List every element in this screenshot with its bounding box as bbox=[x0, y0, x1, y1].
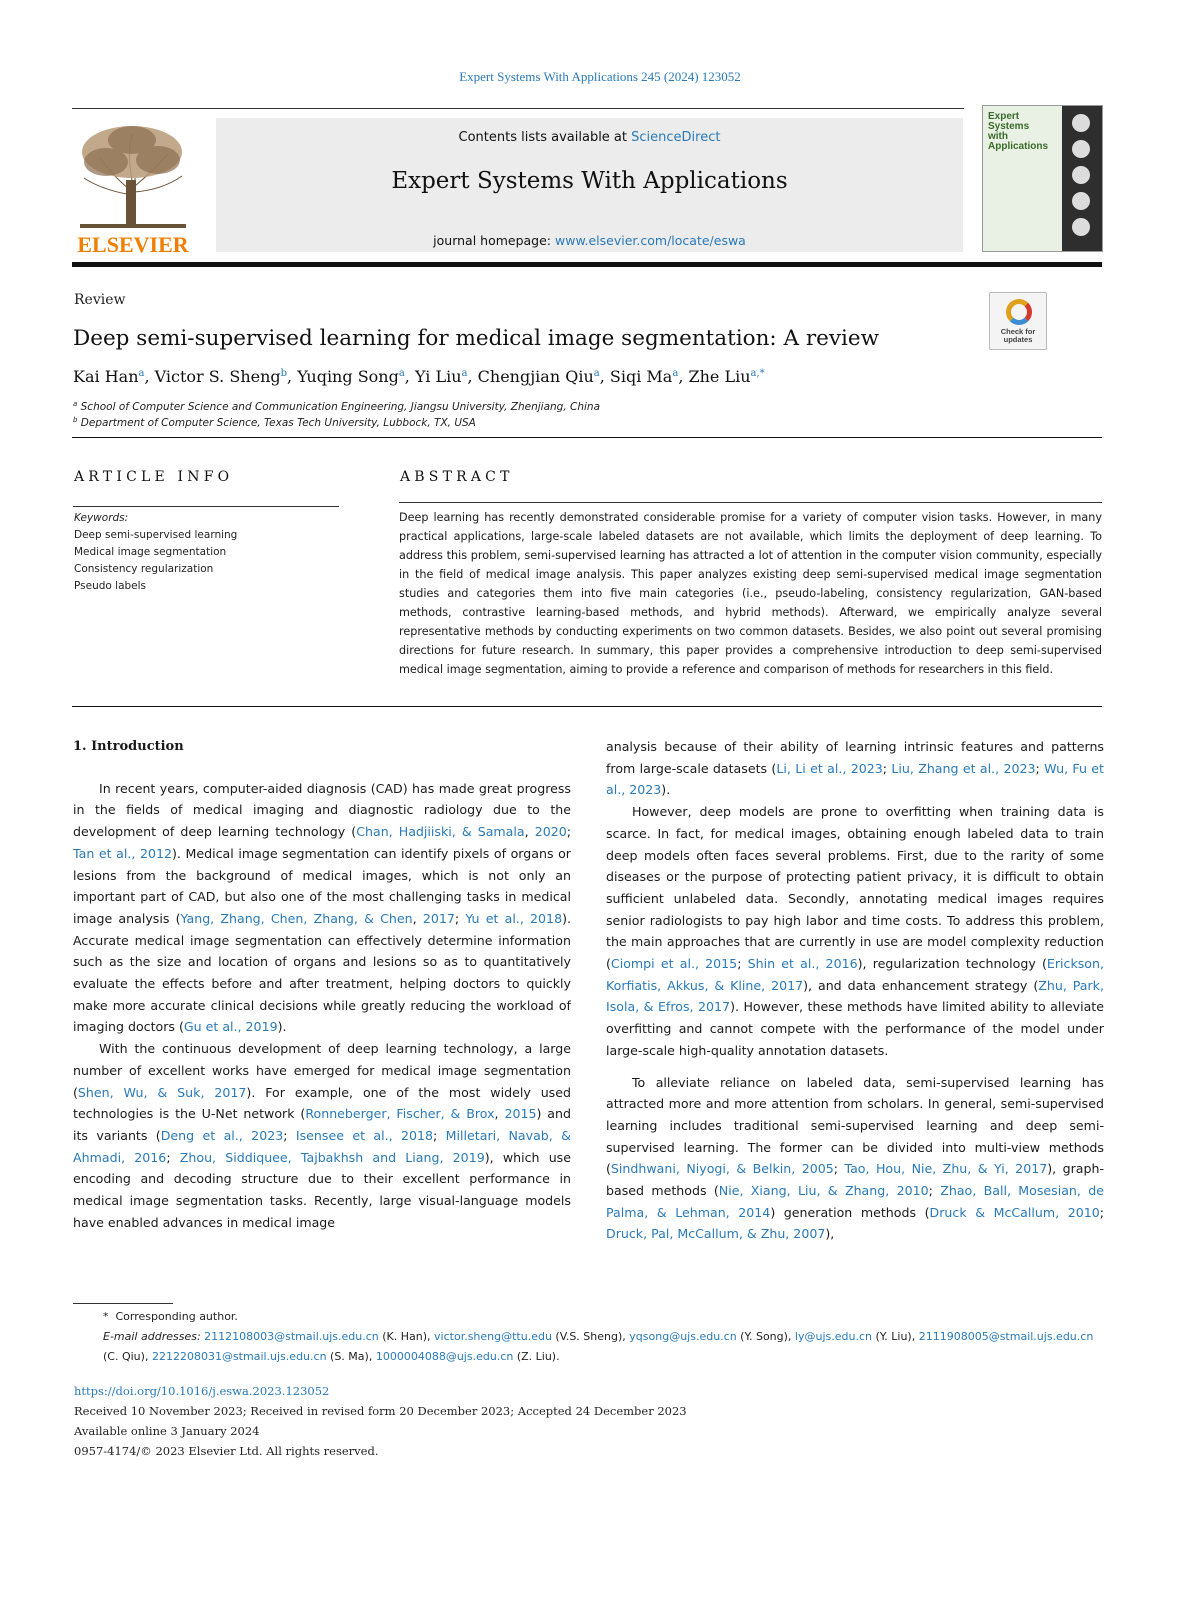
author-name[interactable]: Zhe Liu bbox=[688, 367, 751, 386]
body-text: ). Medical image segmentation can identify pixels of organs or lesions from the background of medical images, which is not only an important part of CAD, but also one of the most challenging tasks in medical image analysis ( bbox=[73, 845, 571, 926]
body-text: , bbox=[524, 824, 535, 840]
contents-prefix: Contents lists available at bbox=[458, 130, 632, 145]
cover-title-line: Expert bbox=[988, 111, 1020, 122]
citation-link[interactable]: Zhu, Park, Isola, & Efros, 2017 bbox=[606, 977, 1104, 1015]
author-affiliation-mark[interactable]: a bbox=[461, 368, 468, 379]
body-text: ; bbox=[833, 1161, 845, 1177]
journal-masthead bbox=[216, 118, 963, 252]
citation-link[interactable]: Yang, Zhang, Chen, Zhang, & Chen bbox=[180, 910, 413, 926]
author-name[interactable]: Kai Han bbox=[73, 367, 139, 386]
author-affiliation-mark[interactable]: a bbox=[138, 368, 145, 379]
citation-link[interactable]: Shin et al., 2016 bbox=[747, 956, 858, 972]
citation-link[interactable]: 2017 bbox=[422, 910, 455, 926]
email-owner: (V.S. Sheng), bbox=[551, 1330, 626, 1343]
affiliation-divider bbox=[72, 437, 1102, 438]
author-affiliation-mark[interactable]: a,* bbox=[750, 368, 765, 379]
cover-title bbox=[988, 112, 1058, 152]
crossmark-icon bbox=[1006, 299, 1032, 325]
body-text: In recent years, computer-aided diagnosis (CAD) has made great progress in the fields of medical imaging and diagnostic radiology due to the development of deep learning technology ( bbox=[73, 780, 571, 840]
citation-link[interactable]: Isensee et al., 2018 bbox=[295, 1127, 434, 1143]
body-text: ), and data enhancement strategy ( bbox=[803, 977, 1039, 993]
author-name[interactable]: Siqi Ma bbox=[609, 367, 673, 386]
header-top-rule bbox=[72, 108, 964, 109]
copyright-line: 0957-4174/© 2023 Elsevier Ltd. All rights reserved. bbox=[74, 1444, 379, 1458]
affiliation-text: School of Computer Science and Communication Engineering, Jiangsu University, Zhenjiang, China bbox=[80, 401, 601, 413]
available-online: Available online 3 January 2024 bbox=[74, 1424, 260, 1438]
author-name[interactable]: Chengjian Qiu bbox=[477, 367, 594, 386]
author-list: Kai Han$^a$, Victor S. Sheng$^b$, Yuqing Song$^a$, Yi Liu$^a$, Chengjian Qiu$^a$, Siqi Ma$^a$, Zhe Liu$^{a,*}$ bbox=[73, 367, 765, 386]
publication-info bbox=[74, 1381, 974, 1461]
body-text: With the continuous development of deep learning technology, a large number of excellent works have emerged for medical image segmentation ( bbox=[73, 1041, 571, 1100]
corresponding-author-text: Corresponding author. bbox=[115, 1310, 238, 1323]
body-paragraph bbox=[606, 736, 1104, 801]
elsevier-logo bbox=[72, 120, 194, 256]
body-text: ; bbox=[1099, 1204, 1104, 1220]
elsevier-wordmark: ELSEVIER bbox=[77, 232, 189, 256]
affiliation-b bbox=[73, 416, 476, 429]
citation-link[interactable]: Chan, Hadjiiski, & Samala bbox=[356, 824, 525, 840]
citation-link[interactable]: Li, Li et al., 2023 bbox=[776, 760, 883, 776]
body-text: ; bbox=[566, 824, 571, 840]
citation-link[interactable]: Erickson, Korfiatis, Akkus, & Kline, 2017 bbox=[606, 956, 1104, 993]
body-text: ; bbox=[737, 956, 748, 972]
email-link[interactable]: 2212208031@stmail.ujs.edu.cn bbox=[151, 1350, 327, 1363]
body-text: To alleviate reliance on labeled data, semi-supervised learning has attracted more and more attention from scholars. In general, semi-supervised learning includes traditional semi-supervised learning and deep semi-supervised learning. The former can be divided into multi-view methods ( bbox=[606, 1074, 1104, 1177]
email-addresses bbox=[73, 1327, 1103, 1367]
paper-title: Deep semi-supervised learning for medical image segmentation: A review bbox=[73, 326, 880, 351]
body-text: ; bbox=[454, 910, 466, 926]
cover-network-icon bbox=[1072, 140, 1090, 158]
body-text: ; bbox=[928, 1183, 941, 1199]
body-text: analysis because of their ability of learning intrinsic features and patterns from large-scale datasets ( bbox=[606, 739, 1104, 776]
email-link[interactable]: 2111908005@stmail.ujs.edu.cn bbox=[918, 1330, 1094, 1343]
body-text: ; bbox=[1035, 760, 1045, 776]
email-owner: (C. Qiu), bbox=[103, 1350, 149, 1363]
email-owner: (S. Ma), bbox=[326, 1350, 373, 1363]
body-text: , bbox=[412, 910, 423, 926]
email-link[interactable]: 2112108003@stmail.ujs.edu.cn bbox=[204, 1330, 379, 1343]
crossmark-label-line: Check for bbox=[1000, 327, 1036, 336]
body-text: However, deep models are prone to overfitting when training data is scarce. In fact, for medical images, obtaining enough labeled data to train deep models often faces several problems. First, due to the rarity of some diseases or the purpose of protecting patient privacy, it is difficult to obtain sufficient unlabeled data. Secondly, annotating medical images requires senior radiologists to pay high labor and time costs. To address this problem, the main approaches that are currently in use are model complexity reduction ( bbox=[606, 804, 1104, 972]
cover-title-line: Applications bbox=[988, 141, 1049, 152]
footnotes bbox=[73, 1307, 1103, 1367]
citation-link[interactable]: Nie, Xiang, Liu, & Zhang, 2010 bbox=[718, 1183, 929, 1199]
body-text: ), regularization technology ( bbox=[857, 956, 1047, 972]
received-dates: Received 10 November 2023; Received in revised form 20 December 2023; Accepted 24 December 2023 bbox=[74, 1404, 687, 1418]
check-for-updates-button[interactable] bbox=[989, 292, 1047, 350]
homepage-prefix: journal homepage: bbox=[433, 233, 555, 248]
citation-link[interactable]: Wu, Fu et al., 2023 bbox=[606, 760, 1104, 798]
cover-title-line: Systems bbox=[988, 121, 1030, 132]
asterisk-mark: * bbox=[103, 1310, 116, 1323]
journal-homepage-link[interactable]: www.elsevier.com/locate/eswa bbox=[555, 233, 746, 248]
abstract-text: Deep learning has recently demonstrated considerable promise for a variety of computer vision tasks. However, in many practical applications, large-scale labeled datasets are not available, which limits the deployment of deep learning. To address this problem, semi-supervised learning has attracted a lot of attention in the computer vision community, especially in the field of medical image analysis. This paper analyzes existing deep semi-supervised medical image segmentation studies and categories them into five main categories (i.e., pseudo-labeling, consistency regularization, GAN-based methods, contrastive learning-based methods, and hybrid methods). Afterward, we empirically analyze several representative methods by conducting experiments on two common datasets. Besides, we also point out several promising directions for future research. In summary, this paper provides a comprehensive introduction to deep semi-supervised medical image segmentation, aiming to provide a reference and comparison of methods for researchers in this field. bbox=[399, 511, 1102, 676]
body-text: ; bbox=[166, 1149, 180, 1165]
email-link[interactable]: 1000004088@ujs.edu.cn bbox=[375, 1350, 514, 1363]
elsevier-tree-icon bbox=[72, 120, 194, 256]
citation-link[interactable]: Ciompi et al., 2015 bbox=[610, 956, 738, 972]
journal-citation-line[interactable]: Expert Systems With Applications 245 (2024) 123052 bbox=[459, 69, 741, 84]
body-paragraph bbox=[606, 1072, 1104, 1246]
keyword-item: Pseudo labels bbox=[74, 580, 147, 592]
corresponding-author-note bbox=[73, 1307, 1103, 1327]
citation-link[interactable]: Milletari, Navab, & Ahmadi, 2016 bbox=[73, 1127, 571, 1165]
body-text: ; bbox=[283, 1127, 296, 1143]
author-affiliation-mark[interactable]: b bbox=[280, 368, 288, 379]
cover-title-line: with bbox=[988, 131, 1008, 142]
body-column-right bbox=[606, 736, 1104, 1266]
body-text: ), bbox=[825, 1226, 835, 1242]
citation-link[interactable]: Tan et al., 2012 bbox=[73, 845, 173, 861]
keywords-label: Keywords: bbox=[74, 512, 129, 524]
cover-gear-icon bbox=[1072, 114, 1090, 132]
body-text: ). bbox=[277, 1019, 287, 1035]
body-text: ), which use encoding and decoding structure due to their excellent performance in medical image segmentation tasks. Recently, large visual-language models have enabled advances in medical image bbox=[73, 1149, 571, 1230]
email-owner: (Y. Liu), bbox=[871, 1330, 916, 1343]
body-text: ). Accurate medical image segmentation can effectively determine information such as the size and location of organs and lesions so as to quantitatively evaluate the effects before and after treatment, helping doctors to quickly make more accurate clinical decisions while greatly reducing the workload of imaging doctors ( bbox=[73, 910, 571, 1035]
author-affiliation-mark[interactable]: a bbox=[672, 368, 679, 379]
citation-link[interactable]: Deng et al., 2023 bbox=[160, 1127, 284, 1143]
citation-link[interactable]: 2020 bbox=[534, 824, 567, 840]
email-owner: (Z. Liu). bbox=[513, 1350, 560, 1363]
affiliation-mark: b bbox=[73, 416, 78, 424]
author-name[interactable]: Victor S. Sheng bbox=[154, 367, 281, 386]
keyword-item: Deep semi-supervised learning bbox=[74, 529, 238, 541]
author-name[interactable]: Yuqing Song bbox=[297, 367, 399, 386]
keyword-item: Consistency regularization bbox=[74, 563, 214, 575]
citation-link[interactable]: Ronneberger, Fischer, & Brox bbox=[305, 1106, 495, 1122]
body-paragraph bbox=[73, 1038, 571, 1233]
body-text: ). For example, one of the most widely used technologies is the U-Net network ( bbox=[73, 1084, 571, 1122]
abstract-bottom-rule bbox=[72, 706, 1102, 707]
cover-globe-icon bbox=[1072, 218, 1090, 236]
body-text: ). However, these methods have limited ability to alleviate overfitting and cannot compete with the performance of the model under large-scale high-quality annotation datasets. bbox=[606, 999, 1104, 1058]
body-text: ) generation methods ( bbox=[770, 1204, 930, 1220]
citation-link[interactable]: Sindhwani, Niyogi, & Belkin, 2005 bbox=[610, 1161, 834, 1177]
keywords-block bbox=[74, 510, 344, 595]
body-text: , bbox=[494, 1106, 505, 1122]
citation-link[interactable]: Gu et al., 2019 bbox=[183, 1019, 278, 1035]
citation-link[interactable]: Druck, Pal, McCallum, & Zhu, 2007 bbox=[606, 1226, 826, 1242]
body-text: ). bbox=[661, 782, 671, 798]
doi-link[interactable]: https://doi.org/10.1016/j.eswa.2023.123052 bbox=[74, 1384, 330, 1398]
right-paragraphs bbox=[606, 736, 1104, 1245]
journal-title: Expert Systems With Applications bbox=[391, 168, 788, 194]
body-column-left bbox=[73, 736, 571, 1266]
email-label: E-mail addresses: bbox=[103, 1330, 201, 1343]
abstract-rule bbox=[399, 502, 1102, 503]
email-owner: (K. Han), bbox=[378, 1330, 431, 1343]
article-type: Review bbox=[74, 292, 126, 308]
email-link[interactable]: ly@ujs.edu.cn bbox=[794, 1330, 872, 1343]
citation-link[interactable]: Zhou, Siddiquee, Tajbakhsh and Liang, 2019 bbox=[179, 1149, 485, 1165]
article-info-rule bbox=[73, 506, 339, 507]
citation-link[interactable]: Tao, Hou, Nie, Zhu, & Yi, 2017 bbox=[844, 1161, 1048, 1177]
abstract-heading: ABSTRACT bbox=[400, 469, 514, 485]
body-text: ), graph-based methods ( bbox=[606, 1161, 1104, 1199]
citation-link[interactable]: 2015 bbox=[504, 1106, 537, 1122]
author-affiliation-mark[interactable]: a bbox=[398, 368, 405, 379]
body-text: ; bbox=[882, 760, 892, 776]
left-paragraphs bbox=[73, 778, 571, 1234]
affiliation-text: Department of Computer Science, Texas Tech University, Lubbock, TX, USA bbox=[80, 417, 476, 429]
email-owner: (Y. Song), bbox=[736, 1330, 792, 1343]
journal-cover-thumbnail[interactable] bbox=[982, 105, 1103, 252]
body-text: ) and its variants ( bbox=[73, 1106, 571, 1143]
email-link[interactable]: victor.sheng@ttu.edu bbox=[434, 1330, 552, 1343]
cover-robot-icon bbox=[1072, 192, 1090, 210]
header-bottom-rule bbox=[72, 262, 1102, 267]
email-link[interactable]: yqsong@ujs.edu.cn bbox=[629, 1330, 737, 1343]
body-text: ; bbox=[433, 1127, 446, 1143]
footnote-rule bbox=[73, 1303, 173, 1304]
article-info-heading: ARTICLE INFO bbox=[74, 469, 234, 485]
sciencedirect-link[interactable]: ScienceDirect bbox=[631, 130, 721, 145]
author-name[interactable]: Yi Liu bbox=[414, 367, 462, 386]
affiliation-a bbox=[73, 400, 600, 413]
citation-link[interactable]: Druck & McCallum, 2010 bbox=[929, 1204, 1100, 1220]
body-paragraph bbox=[73, 778, 571, 1038]
section-heading-introduction: 1. Introduction bbox=[73, 739, 184, 754]
cover-chart-icon bbox=[1072, 166, 1090, 184]
crossmark-label-line: updates bbox=[1003, 335, 1033, 344]
citation-link[interactable]: Shen, Wu, & Suk, 2017 bbox=[77, 1084, 247, 1100]
citation-link[interactable]: Zhao, Ball, Mosesian, de Palma, & Lehman, 2014 bbox=[606, 1183, 1104, 1220]
journal-homepage-line bbox=[216, 233, 963, 248]
body-paragraph bbox=[606, 801, 1104, 1061]
author-affiliation-mark[interactable]: a bbox=[593, 368, 600, 379]
citation-link[interactable]: Liu, Zhang et al., 2023 bbox=[891, 760, 1036, 776]
keyword-item: Medical image segmentation bbox=[74, 546, 227, 558]
affiliation-mark: a bbox=[73, 400, 78, 408]
citation-link[interactable]: Yu et al., 2018 bbox=[465, 910, 563, 926]
contents-availability-line bbox=[216, 130, 963, 145]
crossmark-label bbox=[990, 328, 1046, 344]
